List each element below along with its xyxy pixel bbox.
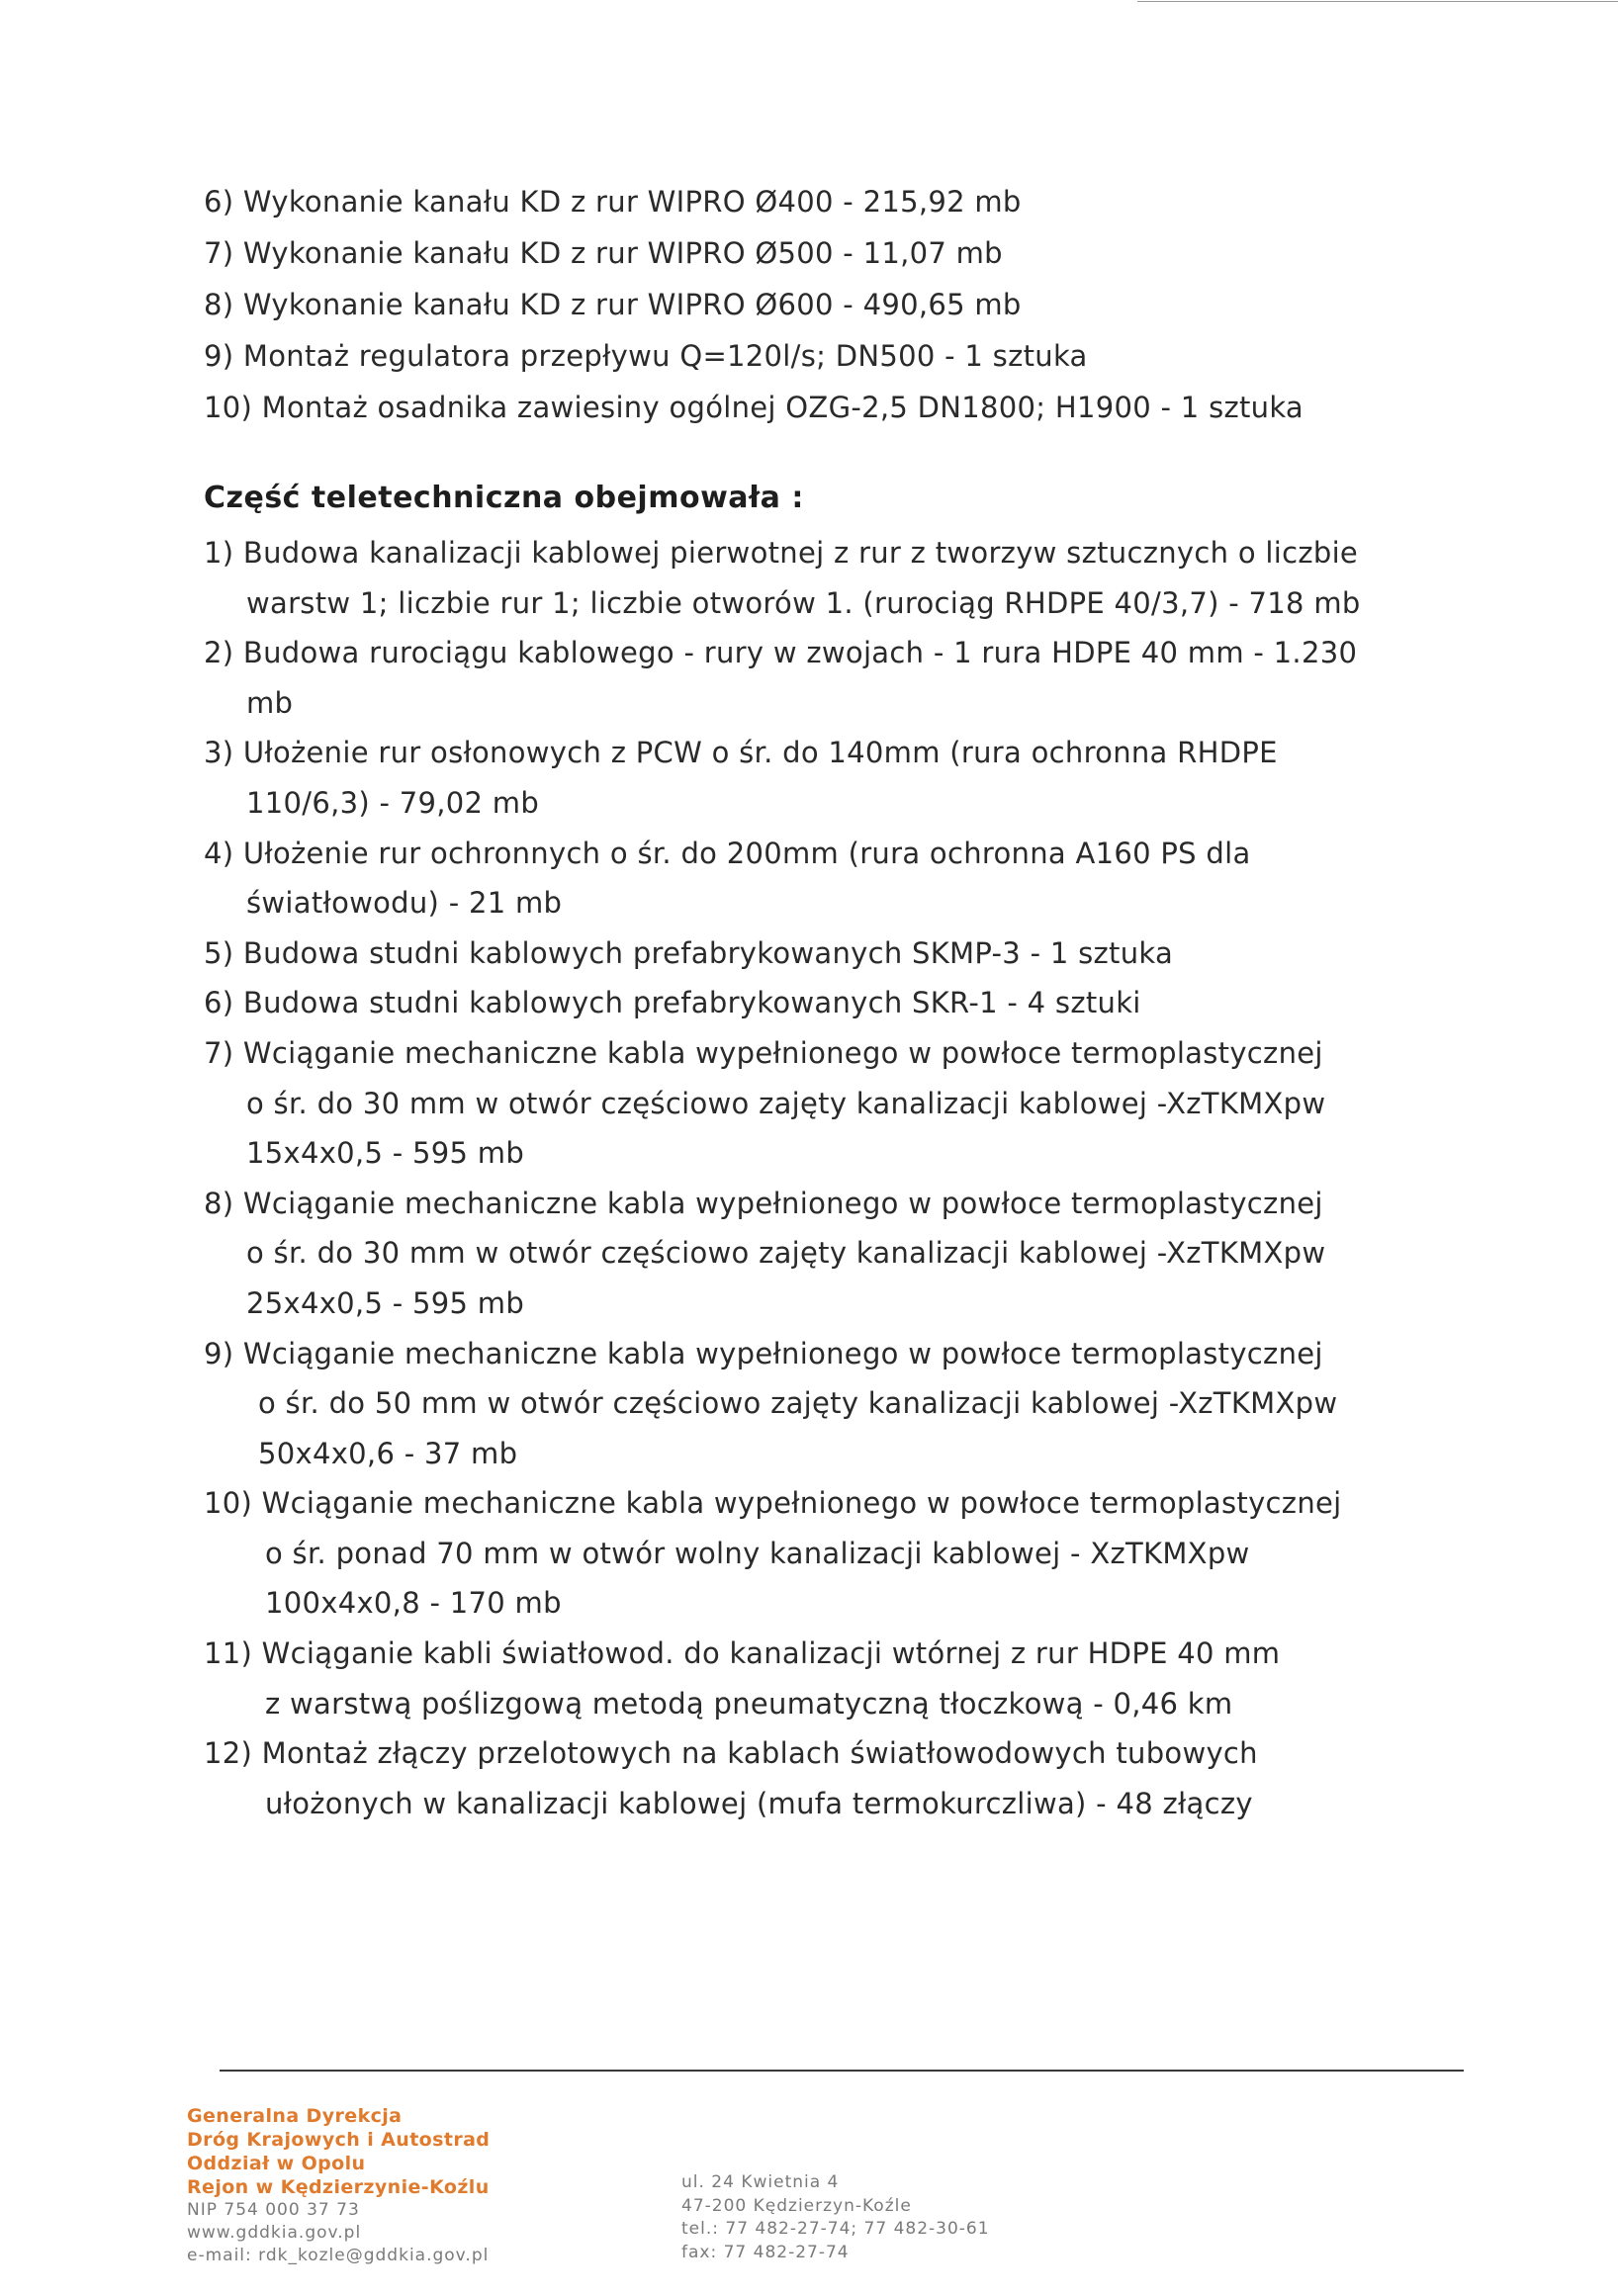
- item-number: 10): [204, 1486, 253, 1521]
- item-line-1: Budowa rurociągu kablowego - rury w zwojach - 1 rura HDPE 40 mm - 1.230: [242, 636, 1358, 670]
- item-number: 3): [204, 736, 234, 770]
- list-item: [204, 1728, 1371, 1828]
- list-item: [204, 928, 1371, 979]
- item-line-3: 25x4x0,5 - 595 mb: [246, 1285, 525, 1320]
- footer-divider: [220, 2070, 1464, 2072]
- item-line-2: warstw 1; liczbie rur 1; liczbie otworów 1. (rurociąg RHDPE 40/3,7) - 718 mb: [246, 585, 1361, 620]
- list-item: [204, 1028, 1371, 1179]
- list-item: [204, 978, 1371, 1028]
- item-text: Wykonanie kanału KD z rur WIPRO Ø400 - 215,92 mb: [242, 185, 1022, 219]
- item-text: Wykonanie kanału KD z rur WIPRO Ø600 - 490,65 mb: [242, 288, 1022, 321]
- item-line-1: Montaż złączy przelotowych na kablach światłowodowych tubowych: [261, 1736, 1258, 1771]
- item-number: 11): [204, 1636, 253, 1671]
- item-line-1: Budowa studni kablowych prefabrykowanych SKMP-3 - 1 sztuka: [242, 935, 1174, 970]
- item-line-3: 50x4x0,6 - 37 mb: [258, 1436, 518, 1470]
- email-link[interactable]: e-mail: rdk_kozle@gddkia.gov.pl: [187, 2246, 490, 2265]
- list-item: [204, 1629, 1371, 1728]
- item-number: 5): [204, 935, 234, 970]
- item-number: 9): [204, 1336, 234, 1370]
- item-line-1: Wciąganie mechaniczne kabla wypełnionego w powłoce termoplastycznej: [242, 1035, 1323, 1070]
- item-text: Montaż osadnika zawiesiny ogólnej OZG-2,5 DN1800; H1900 - 1 sztuka: [261, 391, 1304, 424]
- item-line-1: Wciąganie mechaniczne kabla wypełnionego w powłoce termoplastycznej: [261, 1486, 1342, 1521]
- item-line-3: 100x4x0,8 - 170 mb: [265, 1586, 562, 1621]
- nip-number: NIP 754 000 37 73: [187, 2200, 360, 2220]
- list-item: [204, 1329, 1371, 1479]
- footer-contact: [681, 2171, 990, 2264]
- list-item: [204, 330, 1303, 382]
- item-line-2: o śr. do 30 mm w otwór częściowo zajęty kanalizacji kablowej -XzTKMXpw: [246, 1086, 1326, 1120]
- website-link[interactable]: www.gddkia.gov.pl: [187, 2223, 362, 2243]
- org-name-line: Rejon w Kędzierzynie-Koźlu: [187, 2176, 490, 2198]
- list-teletechnical-items: [204, 528, 1371, 1828]
- item-number: 10): [204, 391, 253, 424]
- item-line-2: ułożonych w kanalizacji kablowej (mufa termokurczliwa) - 48 złączy: [265, 1786, 1253, 1820]
- phone-numbers: tel.: 77 482-27-74; 77 482-30-61: [681, 2219, 990, 2239]
- list-item: [204, 382, 1303, 433]
- list-item: [204, 628, 1371, 728]
- item-line-1: Budowa studni kablowych prefabrykowanych SKR-1 - 4 sztuki: [242, 986, 1141, 1020]
- item-number: 1): [204, 536, 234, 570]
- item-line-1: Budowa kanalizacji kablowej pierwotnej z rur z tworzyw sztucznych o liczbie: [242, 536, 1359, 570]
- list-item: [204, 829, 1371, 928]
- item-line-2: z warstwą poślizgową metodą pneumatyczną tłoczkową - 0,46 km: [265, 1686, 1233, 1721]
- fax-number: fax: 77 482-27-74: [681, 2242, 850, 2262]
- org-name-line: Generalna Dyrekcja: [187, 2105, 403, 2127]
- item-number: 8): [204, 1186, 234, 1220]
- item-line-2: o śr. do 50 mm w otwór częściowo zajęty kanalizacji kablowej -XzTKMXpw: [258, 1386, 1338, 1421]
- item-line-2: mb: [246, 685, 294, 720]
- item-line-2: światłowodu) - 21 mb: [246, 886, 563, 921]
- list-item: [204, 1478, 1371, 1629]
- item-line-1: Ułożenie rur osłonowych z PCW o śr. do 140mm (rura ochronna RHDPE: [242, 736, 1278, 770]
- item-line-1: Ułożenie rur ochronnych o śr. do 200mm (rura ochronna A160 PS dla: [242, 836, 1251, 870]
- list-item: [204, 1179, 1371, 1329]
- org-name-line: Oddział w Opolu: [187, 2153, 366, 2174]
- item-line-2: 110/6,3) - 79,02 mb: [246, 785, 540, 820]
- item-text: Wykonanie kanału KD z rur WIPRO Ø500 - 11,07 mb: [242, 236, 1003, 270]
- item-number: 12): [204, 1736, 253, 1771]
- item-line-1: Wciąganie mechaniczne kabla wypełnionego w powłoce termoplastycznej: [242, 1336, 1323, 1370]
- top-edge-rule: [1137, 1, 1618, 2]
- list-drainage-items: [204, 176, 1303, 433]
- item-number: 2): [204, 636, 234, 670]
- list-item: [204, 176, 1303, 227]
- item-line-1: Wciąganie kabli światłowod. do kanalizacji wtórnej z rur HDPE 40 mm: [261, 1636, 1281, 1671]
- list-item: [204, 528, 1371, 628]
- item-number: 9): [204, 339, 234, 373]
- list-item: [204, 227, 1303, 279]
- item-line-3: 15x4x0,5 - 595 mb: [246, 1136, 525, 1171]
- item-line-2: o śr. do 30 mm w otwór częściowo zajęty kanalizacji kablowej -XzTKMXpw: [246, 1236, 1326, 1271]
- item-number: 6): [204, 185, 234, 219]
- section-heading: Część teletechniczna obejmowała :: [204, 481, 804, 515]
- footer-organization: [187, 2104, 490, 2267]
- item-number: 7): [204, 236, 234, 270]
- address-city: 47-200 Kędzierzyn-Koźle: [681, 2195, 912, 2216]
- item-number: 6): [204, 986, 234, 1020]
- item-number: 8): [204, 288, 234, 321]
- list-item: [204, 279, 1303, 330]
- address-street: ul. 24 Kwietnia 4: [681, 2172, 840, 2192]
- item-number: 4): [204, 836, 234, 870]
- item-number: 7): [204, 1035, 234, 1070]
- org-name-line: Dróg Krajowych i Autostrad: [187, 2129, 491, 2151]
- item-text: Montaż regulatora przepływu Q=120l/s; DN500 - 1 sztuka: [242, 339, 1088, 373]
- item-line-2: o śr. ponad 70 mm w otwór wolny kanalizacji kablowej - XzTKMXpw: [265, 1536, 1250, 1570]
- item-line-1: Wciąganie mechaniczne kabla wypełnionego w powłoce termoplastycznej: [242, 1186, 1323, 1220]
- list-item: [204, 728, 1371, 828]
